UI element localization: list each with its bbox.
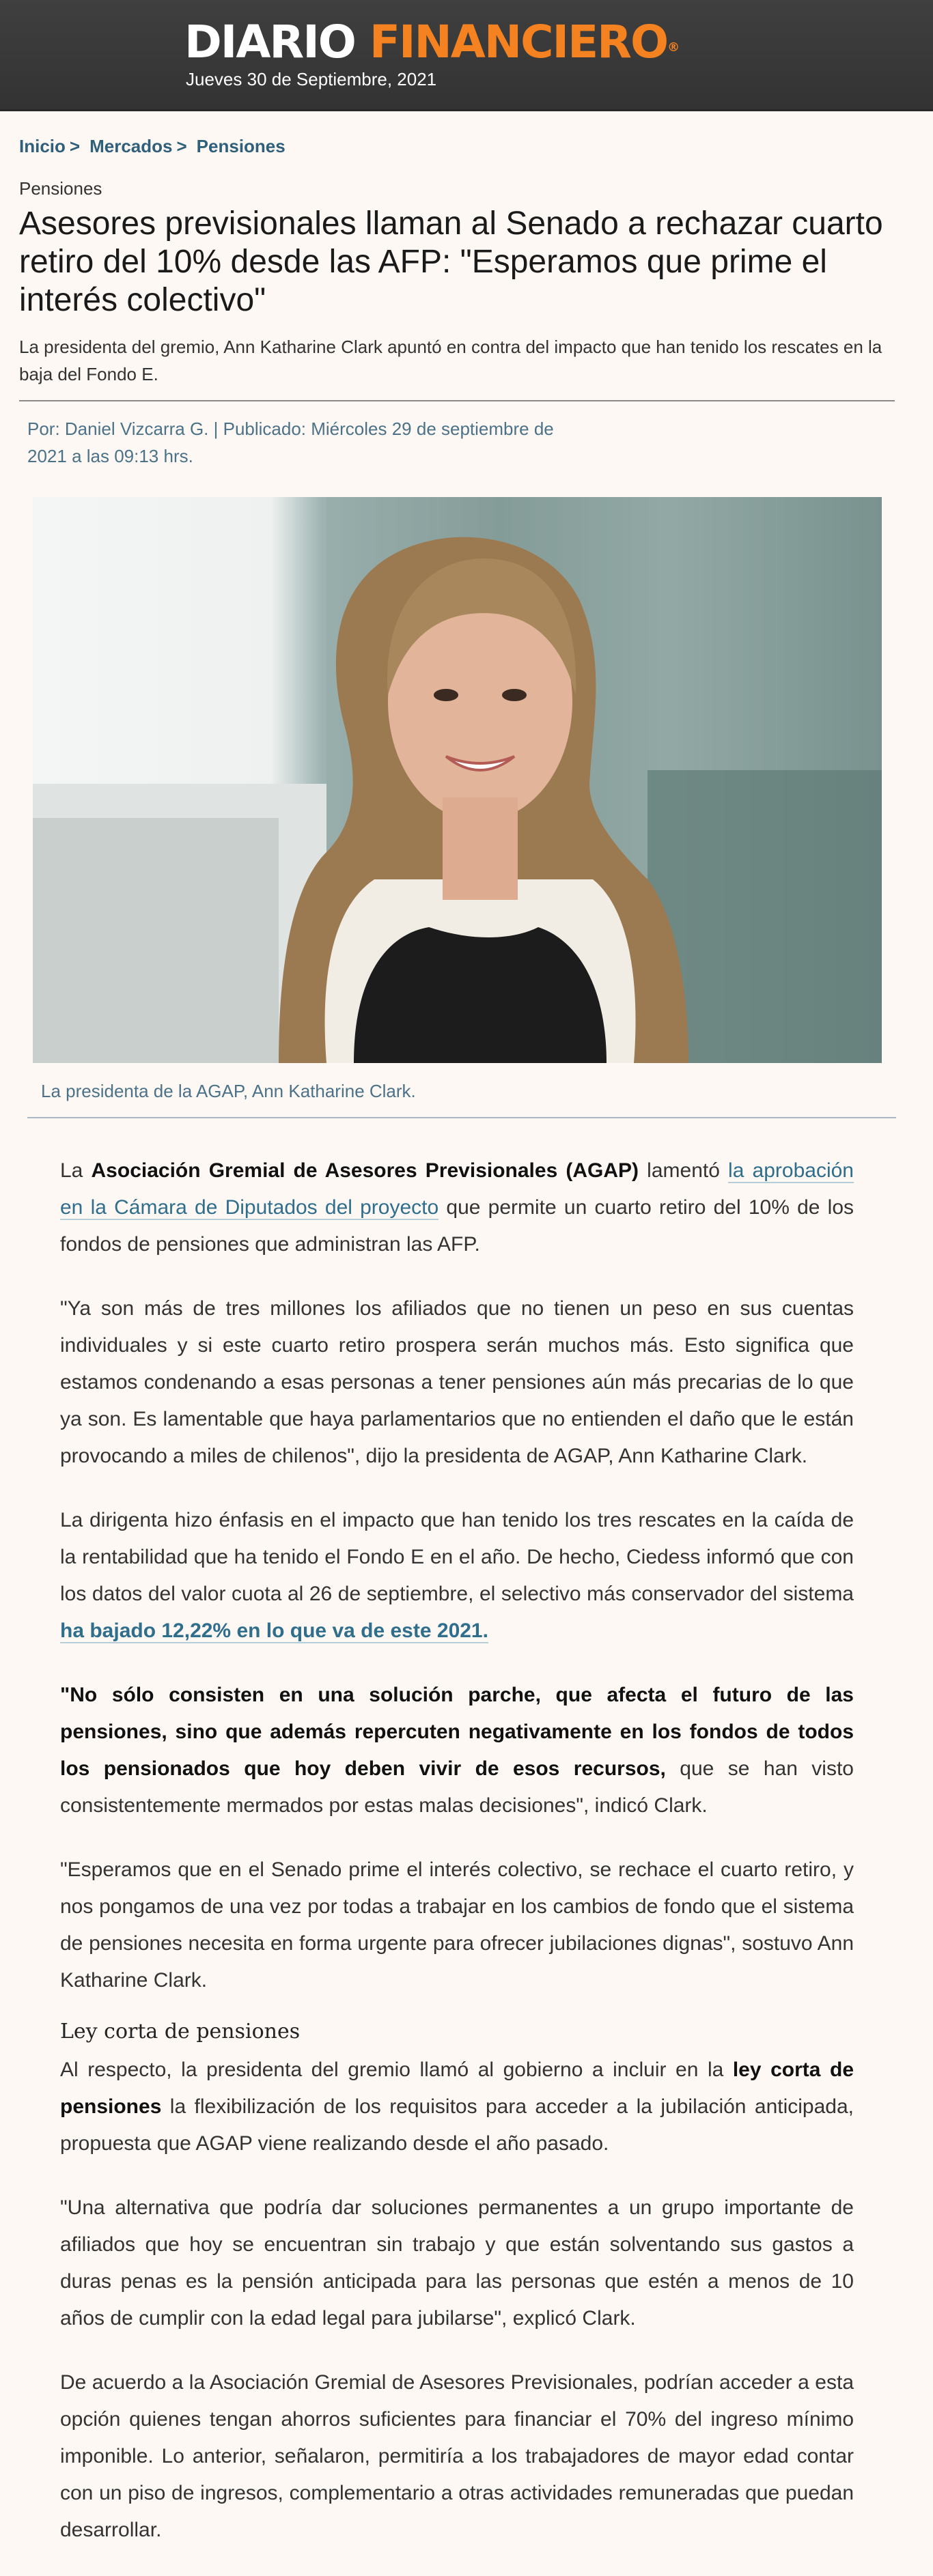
divider (27, 1117, 896, 1118)
text-span: La (60, 1159, 92, 1182)
paragraph (60, 2052, 854, 2162)
article-photo (33, 497, 882, 1063)
portrait-illustration (33, 497, 882, 1063)
text-span: que permite un cuarto retiro del 10% de los fondos de pensiones que administran las AFP. (60, 1196, 854, 1256)
link-fondo-e-baja[interactable]: ha bajado 12,22% en lo que va de este 2021. (60, 1619, 488, 1642)
text-span: Al respecto, la presidenta del gremio llamó al gobierno a incluir en la (60, 2058, 733, 2081)
text-span: lamentó (639, 1159, 729, 1182)
article-subtitle: La presidenta del gremio, Ann Katharine Clark apuntó en contra del impacto que han tenido los rescates en la baja del Fondo E. (19, 337, 882, 384)
logo-word-diario: DIARIO (184, 16, 355, 68)
bold-text: "No sólo consisten en una solución parche, que afecta el futuro de las pensiones, sino que además repercuten negativamente en los fondos de todos los pensionados que hoy deben vivir de esos recursos, (60, 1684, 854, 1780)
site-header (0, 0, 933, 111)
bold-text: ley corta de pensiones (60, 2058, 854, 2118)
site-logo[interactable] (184, 12, 678, 72)
article-body (60, 1152, 854, 2549)
article-container (19, 136, 914, 2549)
link-aprobacion-camara[interactable]: la aprobación en la Cámara de Diputados del proyecto (60, 1159, 854, 1219)
breadcrumb-separator: > (69, 136, 81, 156)
breadcrumb-item-inicio[interactable]: Inicio (19, 136, 66, 156)
logo-word-financiero: FINANCIERO (369, 16, 668, 68)
paragraph (60, 1152, 854, 1263)
paragraph (60, 1502, 854, 1650)
section-subheading: Ley corta de pensiones (60, 2020, 301, 2043)
header-date: Jueves 30 de Septiembre, 2021 (186, 69, 437, 89)
paragraph: "Ya son más de tres millones los afiliados que no tienen un peso en sus cuentas individuales y si este cuarto retiro prospera serán muchos más. Esto significa que estamos condenando a esas personas a tener pensiones aún más precarias de lo que ya son. Es lamentable que haya parlamentarios que no entienden el daño que le están provocando a miles de chilenos", dijo la presidenta de AGAP, Ann Katharine Clark. (60, 1297, 854, 1467)
section-label[interactable]: Pensiones (19, 178, 102, 199)
paragraph (60, 1677, 854, 1824)
bold-text: Asociación Gremial de Asesores Previsionales (AGAP) (91, 1159, 639, 1182)
breadcrumb-separator: > (176, 136, 187, 156)
breadcrumb (19, 136, 914, 163)
paragraph: "Esperamos que en el Senado prime el interés colectivo, se rechace el cuarto retiro, y nos pongamos de una vez por todas a trabajar en los cambios de fondo que el sistema de pensiones necesita en forma urgente para ofrecer jubilaciones dignas", sostuvo Ann Katharine Clark. (60, 1858, 854, 1992)
text-span: La dirigenta hizo énfasis en el impacto que han tenido los tres rescates en la caída de la rentabilidad que ha tenido el Fondo E en el año. De hecho, Ciedess informó que con los datos del valor cuota al 26 de septiembre, el selectivo más conservador del sistema (60, 1509, 854, 1605)
registered-mark: ® (667, 40, 679, 55)
article-headline: Asesores previsionales llaman al Senado a rechazar cuarto retiro del 10% desde las AFP: "Esperamos que prime el interés colectivo" (19, 206, 883, 318)
breadcrumb-item-pensiones[interactable]: Pensiones (196, 136, 286, 156)
text-span: que se han visto consistentemente mermados por estas malas decisiones", indicó Clark. (60, 1757, 854, 1817)
paragraph: De acuerdo a la Asociación Gremial de Asesores Previsionales, podrían acceder a esta opción quienes tengan ahorros suficientes para financiar el 70% del ingreso mínimo imponible. Lo anterior, señalaron, permitiría a los trabajadores de mayor edad contar con un piso de ingresos, complementario a otras actividades remuneradas que puedan desarrollar. (60, 2371, 854, 2541)
breadcrumb-item-mercados[interactable]: Mercados (89, 136, 173, 156)
divider (19, 400, 895, 401)
article-byline: Por: Daniel Vizcarra G. | Publicado: Miércoles 29 de septiembre de 2021 a las 09:13 hrs. (27, 419, 554, 466)
paragraph: "Una alternativa que podría dar soluciones permanentes a un grupo importante de afiliados que hoy se encuentran sin trabajo y que están solventando sus gastos a duras penas es la pensión anticipada para las personas que estén a menos de 10 años de cumplir con la edad legal para jubilarse", explicó Clark. (60, 2196, 854, 2330)
text-span: la flexibilización de los requisitos para acceder a la jubilación anticipada, propuesta que AGAP viene realizando desde el año pasado. (60, 2095, 854, 2155)
photo-caption: La presidenta de la AGAP, Ann Katharine Clark. (41, 1081, 416, 1101)
